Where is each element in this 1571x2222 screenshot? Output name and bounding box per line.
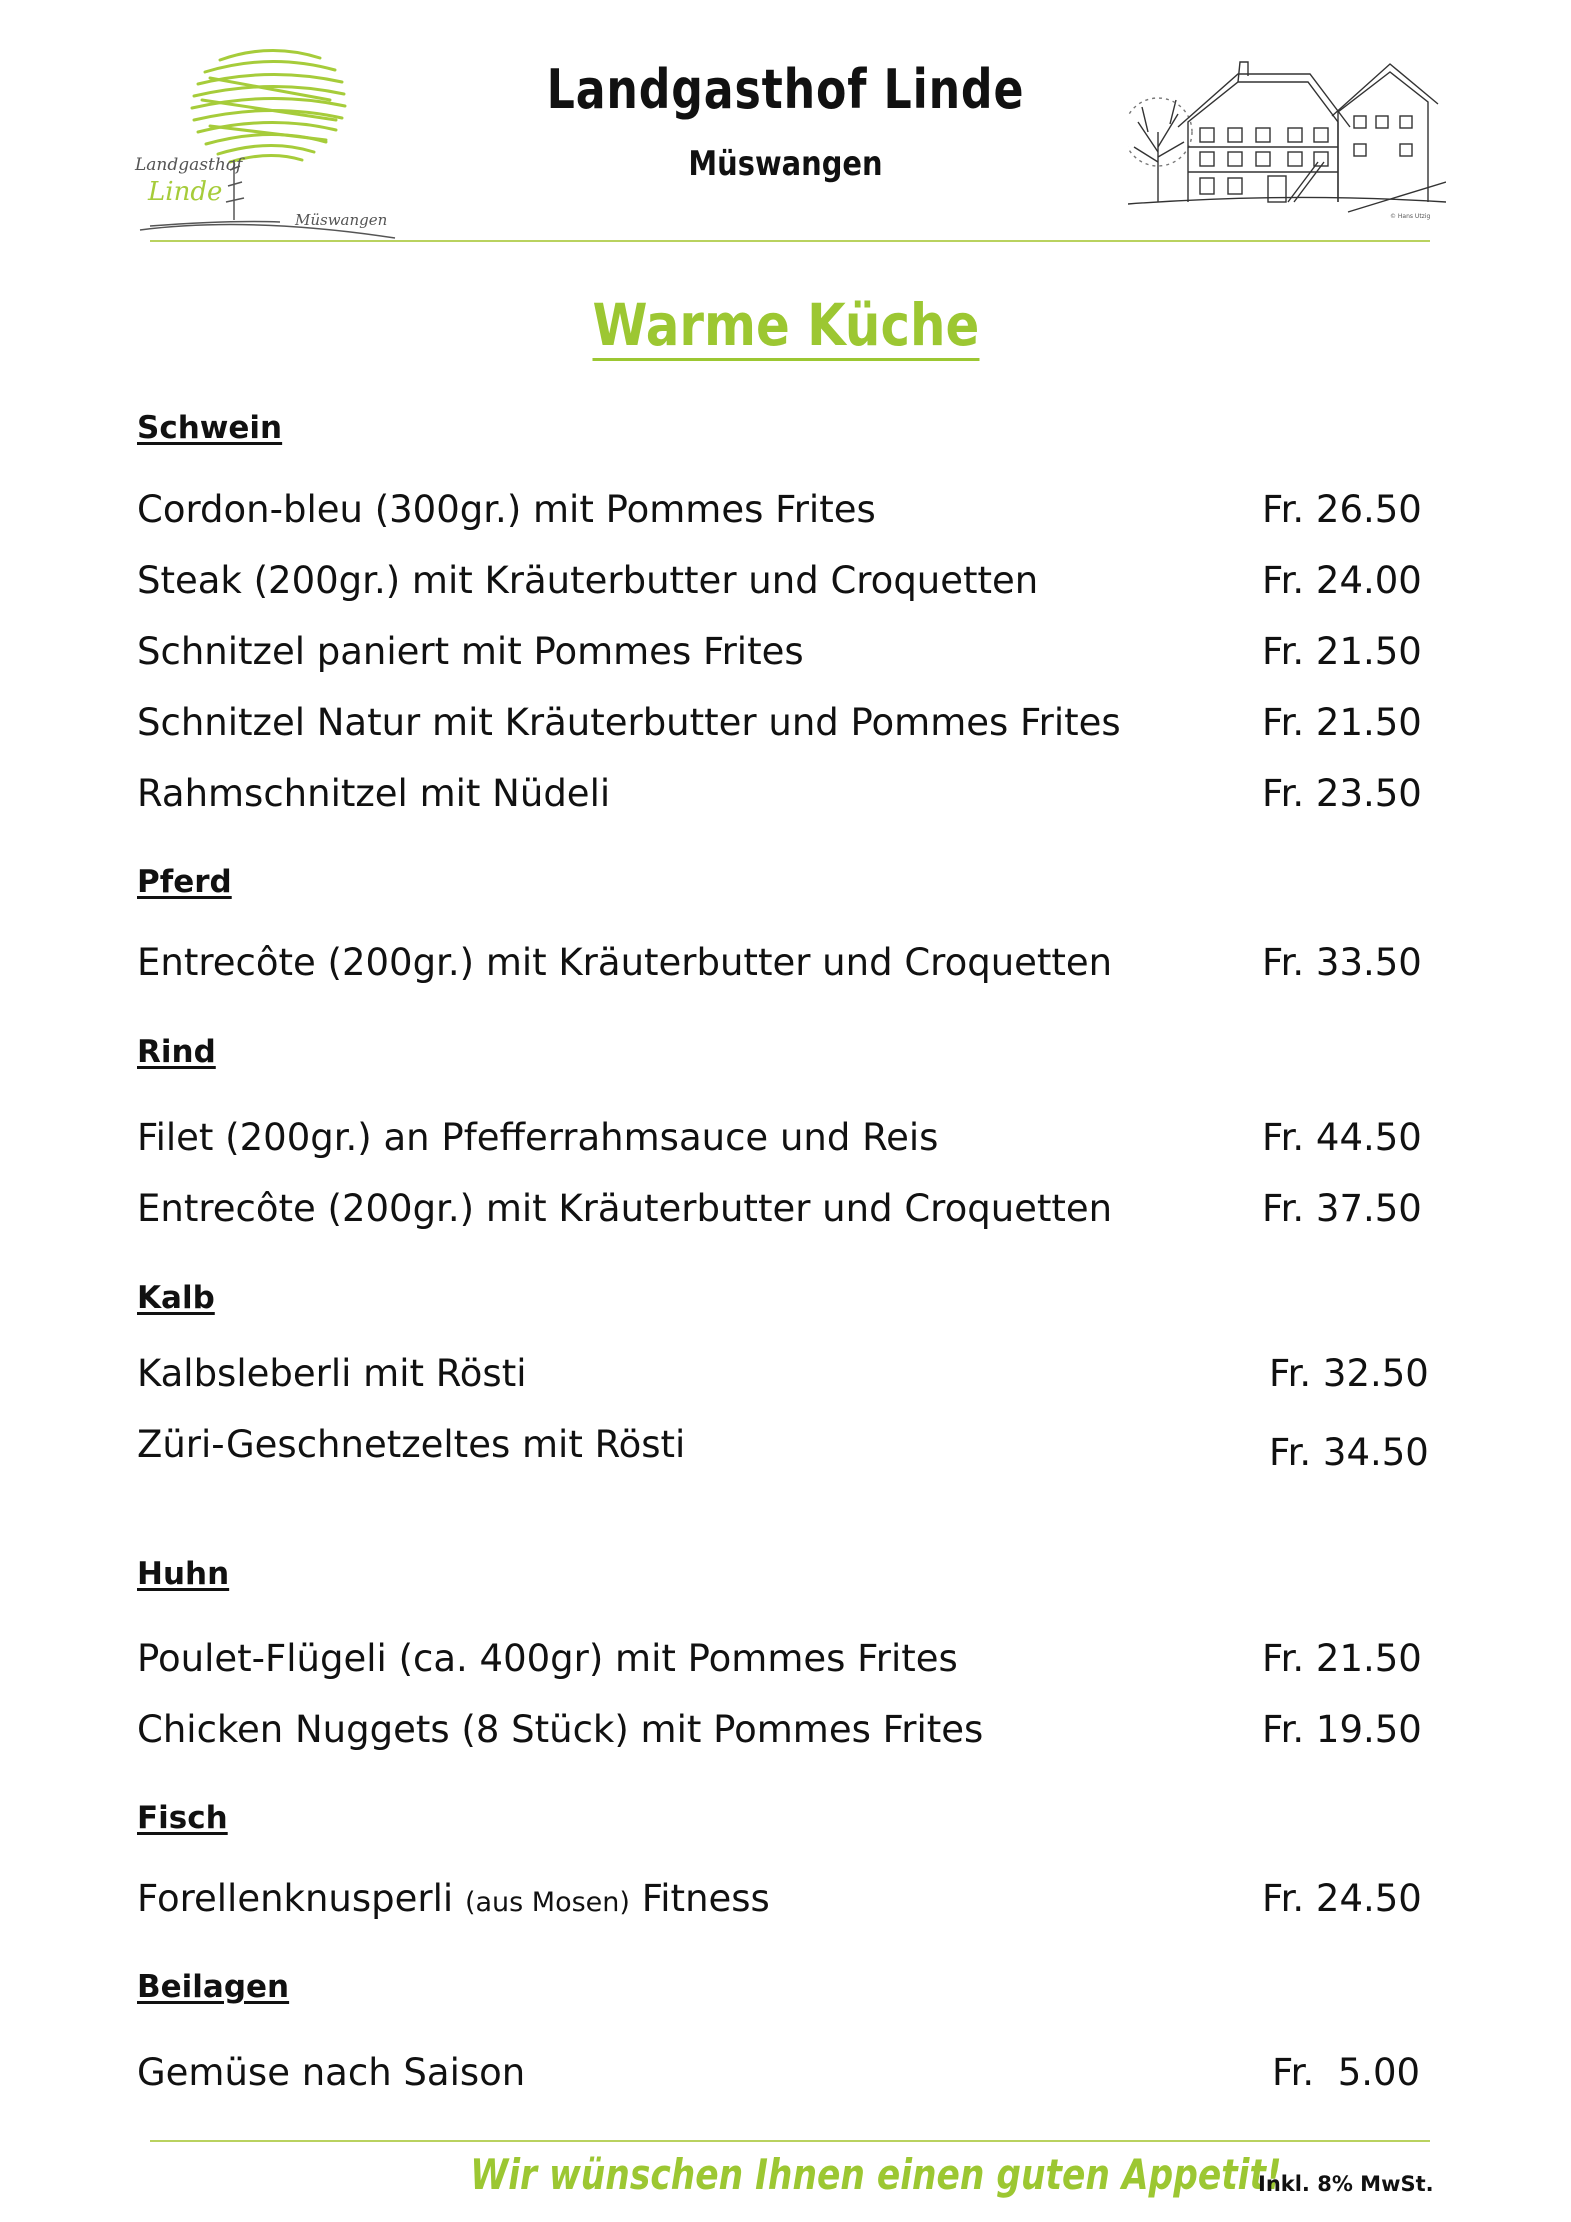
menu-item-price: Fr. 44.50 [1262,1116,1422,1159]
logo-text-landgasthof: Landgasthof [135,155,243,175]
section-title-beilagen: Beilagen [137,1969,290,2005]
menu-item-price: Fr. 24.50 [1262,1877,1422,1920]
menu-item-price: Fr. 21.50 [1262,701,1422,744]
menu-item-price: Fr. 26.50 [1262,488,1422,531]
section-title-fisch: Fisch [137,1800,228,1836]
menu-item-name: Entrecôte (200gr.) mit Kräuterbutter und Croquetten [137,941,1113,984]
section-title-kalb: Kalb [137,1280,215,1316]
restaurant-location: Müswangen [688,144,883,184]
menu-item-price: Fr. 37.50 [1262,1187,1422,1230]
menu-item-price: Fr. 21.50 [1262,1637,1422,1680]
menu-item-name-suffix: Fitness [641,1877,770,1920]
section-title-rind: Rind [137,1034,216,1070]
menu-item-price: Fr. 23.50 [1262,772,1422,815]
menu-item-name: Steak (200gr.) mit Kräuterbutter und Croquetten [137,559,1039,602]
footer-divider [150,2140,1430,2142]
menu-item-price: Fr. 5.00 [1272,2051,1421,2094]
menu-item-name: Chicken Nuggets (8 Stück) mit Pommes Frites [137,1708,984,1751]
menu-item-name [137,1877,770,1920]
section-title-schwein: Schwein [137,410,283,446]
section-title-huhn: Huhn [137,1556,230,1592]
menu-heading [0,292,1571,361]
logo-text-linde: Linde [148,177,223,207]
menu-item-name: Filet (200gr.) an Pfefferrahmsauce und Reis [137,1116,939,1159]
menu-item-origin-note: (aus Mosen) [464,1887,630,1918]
menu-item-price: Fr. 34.50 [1269,1431,1429,1474]
menu-item-price: Fr. 19.50 [1262,1708,1422,1751]
menu-item-name: Züri-Geschnetzeltes mit Rösti [137,1423,686,1466]
menu-item-name: Rahmschnitzel mit Nüdeli [137,772,611,815]
header-divider [150,240,1430,242]
menu-item-price: Fr. 24.00 [1262,559,1422,602]
vat-note: Inkl. 8% MwSt. [1258,2172,1434,2196]
footer-greeting: Wir wünschen Ihnen einen guten Appetit! [470,2150,1282,2199]
house-caption: © Hans Utzig [1390,213,1431,220]
logo-text-muswangen: Müswangen [295,211,388,229]
menu-item-name: Gemüse nach Saison [137,2051,526,2094]
house-drawing [1128,52,1446,222]
menu-heading-text: Warme Küche [592,291,979,359]
menu-item-name: Poulet-Flügeli (ca. 400gr) mit Pommes Frites [137,1637,958,1680]
restaurant-title: Landgasthof Linde [546,58,1025,121]
menu-item-name: Kalbsleberli mit Rösti [137,1352,527,1395]
menu-item-name-main: Forellenknusperli [137,1877,454,1920]
menu-item-name: Schnitzel paniert mit Pommes Frites [137,630,804,673]
menu-item-name: Cordon-bleu (300gr.) mit Pommes Frites [137,488,876,531]
menu-item-price: Fr. 33.50 [1262,941,1422,984]
section-title-pferd: Pferd [137,864,232,900]
menu-item-price: Fr. 32.50 [1269,1352,1429,1395]
menu-item-name: Entrecôte (200gr.) mit Kräuterbutter und Croquetten [137,1187,1113,1230]
menu-item-name: Schnitzel Natur mit Kräuterbutter und Pommes Frites [137,701,1121,744]
menu-item-price: Fr. 21.50 [1262,630,1422,673]
